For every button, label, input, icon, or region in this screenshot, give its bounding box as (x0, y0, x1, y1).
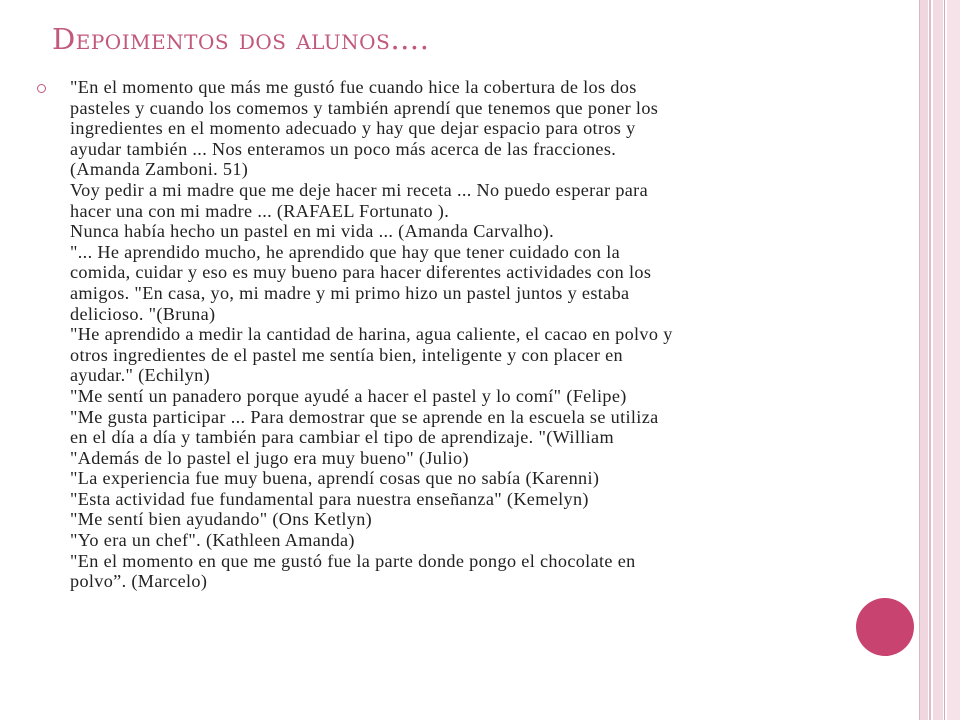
text-line: "En el momento que más me gustó fue cuando hice la cobertura de los dos (70, 77, 637, 97)
text-line: "Me sentí un panadero porque ayudé a hacer el pastel y lo comí" (Felipe) (70, 385, 627, 406)
text-line: "La experiencia fue muy buena, aprendí cosas que no sabía (Karenni) (70, 468, 600, 489)
text-line: "Me sentí bien ayudando" (Ons Ketlyn) (70, 509, 373, 530)
text-line: polvo”. (Marcelo) (70, 571, 208, 592)
text-line: "En el momento en que me gustó fue la parte donde pongo el chocolate en (70, 550, 636, 571)
text-line: ayudar." (Echilyn) (70, 365, 210, 386)
text-line: "Yo era un chef". (Kathleen Amanda) (70, 530, 355, 551)
text-line: amigos. "En casa, yo, mi madre y mi primo hizo un pastel juntos y estaba (70, 282, 630, 303)
text-line: ingredientes en el momento adecuado y hay que dejar espacio para otros y (70, 118, 636, 139)
stripe (947, 0, 960, 720)
decorative-stripes (920, 0, 960, 720)
text-line: "Esta actividad fue fundamental para nuestra enseñanza" (Kemelyn) (70, 488, 589, 509)
text-line: comida, cuidar y eso es muy bueno para hacer diferentes actividades con los (70, 262, 652, 283)
accent-circle (856, 598, 914, 656)
text-line: "Además de lo pastel el jugo era muy bueno" (Julio) (70, 447, 469, 468)
testimonials-text (70, 77, 905, 592)
slide-title: Depoimentos dos alunos…. (52, 22, 430, 56)
text-line: "... He aprendido mucho, he aprendido que hay que tener cuidado con la (70, 241, 621, 262)
text-line: "He aprendido a medir la cantidad de harina, agua caliente, el cacao en polvo y (70, 324, 673, 345)
text-line: Voy pedir a mi madre que me deje hacer mi receta ... No puedo esperar para (70, 179, 649, 200)
stripe (929, 0, 931, 720)
text-line: otros ingredientes de el pastel me sentía bien, inteligente y con placer en (70, 344, 623, 365)
stripe (933, 0, 943, 720)
text-line: en el día a día y también para cambiar el tipo de aprendizaje. "(William (70, 427, 614, 448)
text-line: (Amanda Zamboni. 51) (70, 159, 249, 180)
circle-bullet-icon (37, 84, 46, 93)
text-line: ayudar también ... Nos enteramos un poco más acerca de las fracciones. (70, 138, 617, 159)
text-line: delicioso. "(Bruna) (70, 303, 216, 324)
text-line: "Me gusta participar ... Para demostrar que se aprende en la escuela se utiliza (70, 406, 659, 427)
text-line: pasteles y cuando los comemos y también aprendí que tenemos que poner los (70, 97, 659, 118)
text-line: Nunca había hecho un pastel en mi vida ... (Amanda Carvalho). (70, 221, 554, 242)
stripe (920, 0, 928, 720)
text-line: hacer una con mi madre ... (RAFAEL Fortunato ). (70, 200, 450, 221)
stripe (944, 0, 945, 720)
